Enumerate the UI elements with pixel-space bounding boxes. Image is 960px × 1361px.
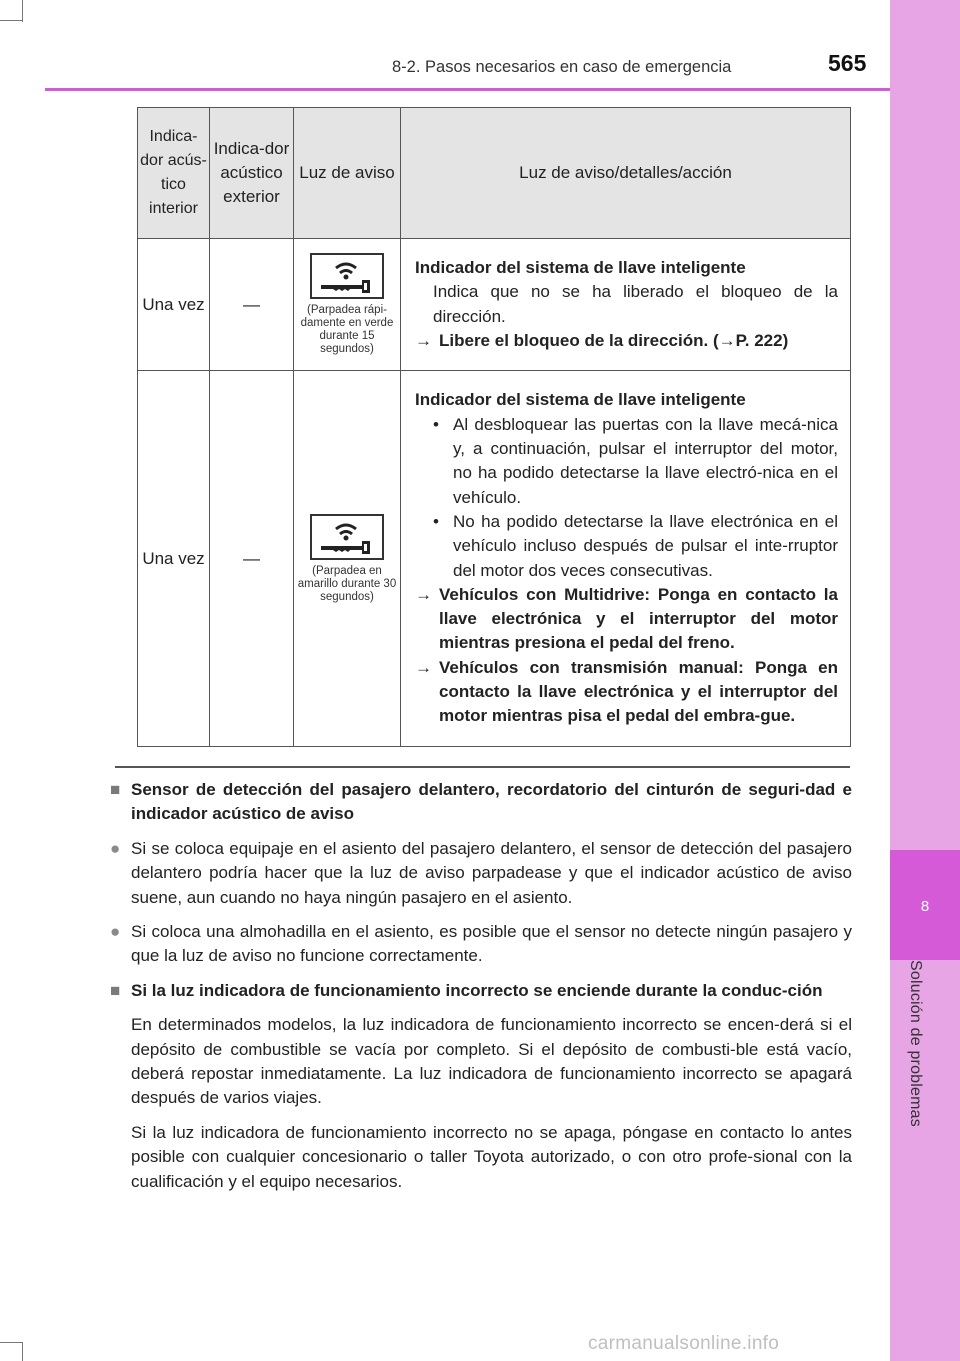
- list-item-text: Si coloca una almohadilla en el asiento, es posible que el sensor no detecte ningún pasajero y que la luz de aviso no funcione correctamente.: [131, 922, 852, 966]
- details-cell: [401, 239, 851, 371]
- warning-light-cell: [294, 239, 401, 371]
- circle-bullet-icon: ●: [110, 838, 121, 858]
- arrow-icon: →: [415, 330, 432, 350]
- icon-caption: (Parpadea rápi-damente en verde durante 15 segundos): [300, 304, 394, 355]
- action-item: [415, 656, 838, 729]
- detail-bullet: [433, 510, 838, 583]
- arrow-icon: →: [415, 657, 432, 677]
- bullet-icon: •: [433, 414, 439, 434]
- list-item: [110, 920, 852, 969]
- square-bullet-icon: ■: [110, 780, 121, 799]
- warning-light-cell: [294, 371, 401, 747]
- header-rule: [45, 88, 890, 91]
- bullet-text: Al desbloquear las puertas con la llave mecá-nica y, a continuación, pulsar el interruptor del motor, no ha podido detectarse la llave electró-nica en el vehículo.: [453, 414, 838, 507]
- table-header-row: [138, 108, 851, 239]
- section-separator: [115, 766, 850, 768]
- detail-bullet: [433, 413, 838, 510]
- section-heading-text: Si la luz indicadora de funcionamiento incorrecto se enciende durante la conduc-ción: [131, 980, 823, 1000]
- crop-mark: [22, 0, 23, 22]
- detail-description: Indica que no se ha liberado el bloqueo de la dirección.: [433, 282, 838, 326]
- page-number: 565: [828, 50, 867, 76]
- list-item-text: Si se coloca equipaje en el asiento del pasajero delantero, el sensor de detección del pasajero delantero podría hacer que la luz de aviso parpadease y que el indicador acústico de aviso suene, aun cuando no haya ningún pasajero en el asiento.: [131, 838, 852, 907]
- action-item: [415, 583, 838, 656]
- paragraph: Si la luz indicadora de funcionamiento incorrecto no se apaga, póngase en contacto lo antes posible con cualquier concesionario o taller Toyota autorizado, o con otro profe-sional con la cualificación y el equipo necesarios.: [131, 1122, 852, 1191]
- smart-key-indicator-icon: [310, 253, 384, 299]
- watermark: carmanualsonline.info: [588, 1333, 780, 1354]
- crop-mark: [22, 1342, 23, 1361]
- list-item: [110, 837, 852, 910]
- chapter-title: Solución de problemas: [907, 960, 924, 1127]
- warning-table: [137, 107, 851, 747]
- detail-title: Indicador del sistema de llave inteligente: [415, 257, 746, 277]
- paragraph: En determinados modelos, la luz indicadora de funcionamiento incorrecto se encen-derá si el depósito de combustible se vacía por completo. Si el depósito de combusti-ble está vacío, deberá repostar inmediatamente. La luz indicadora de funcionamiento incorrecto se apagará después de varios viajes.: [131, 1015, 852, 1108]
- header-warning-light: Luz de aviso: [294, 108, 401, 239]
- interior-buzzer-cell: Una vez: [138, 371, 210, 747]
- details-cell: [401, 371, 851, 747]
- section-heading: [110, 778, 852, 827]
- notes-section: [110, 778, 852, 1204]
- bullet-icon: •: [433, 511, 439, 531]
- chapter-number: 8: [920, 898, 930, 915]
- section-heading: [110, 979, 852, 1003]
- header-details: Luz de aviso/detalles/acción: [401, 108, 851, 239]
- bullet-text: No ha podido detectarse la llave electrónica en el vehículo incluso después de pulsar el inte-rruptor del motor dos veces consecutivas.: [453, 511, 838, 580]
- chapter-side-tab: [890, 0, 960, 1361]
- action-text: Vehículos con Multidrive: Ponga en contacto la llave electrónica y el interruptor del motor mientras presiona el pedal del freno.: [439, 584, 838, 653]
- smart-key-indicator-icon: [310, 514, 384, 560]
- crop-mark: [0, 20, 22, 21]
- action-text: Vehículos con transmisión manual: Ponga en contacto la llave electrónica y el interruptor del motor mientras pisa el pedal del embra-gue.: [439, 657, 838, 726]
- header-interior-buzzer: Indica-dor acús-tico interior: [138, 108, 210, 239]
- section-heading-text: Sensor de detección del pasajero delantero, recordatorio del cinturón de seguri-dad e indicador acústico de aviso: [131, 780, 852, 824]
- square-bullet-icon: ■: [110, 980, 121, 1000]
- interior-buzzer-cell: Una vez: [138, 239, 210, 371]
- action-text: Libere el bloqueo de la dirección. (→P. 222): [439, 330, 789, 350]
- action-item: [415, 329, 838, 353]
- icon-caption: (Parpadea en amarillo durante 30 segundos): [297, 564, 397, 603]
- table-row: [138, 371, 851, 747]
- chapter-number-box: [890, 850, 960, 960]
- arrow-icon: →: [415, 584, 432, 604]
- circle-bullet-icon: ●: [110, 922, 121, 942]
- exterior-buzzer-cell: —: [210, 239, 294, 371]
- section-title: 8-2. Pasos necesarios en caso de emergencia: [392, 58, 732, 76]
- detail-title: Indicador del sistema de llave inteligente: [415, 390, 746, 410]
- crop-mark: [0, 1342, 22, 1343]
- exterior-buzzer-cell: —: [210, 371, 294, 747]
- header-exterior-buzzer: Indica-dor acústico exterior: [210, 108, 294, 239]
- table-row: [138, 239, 851, 371]
